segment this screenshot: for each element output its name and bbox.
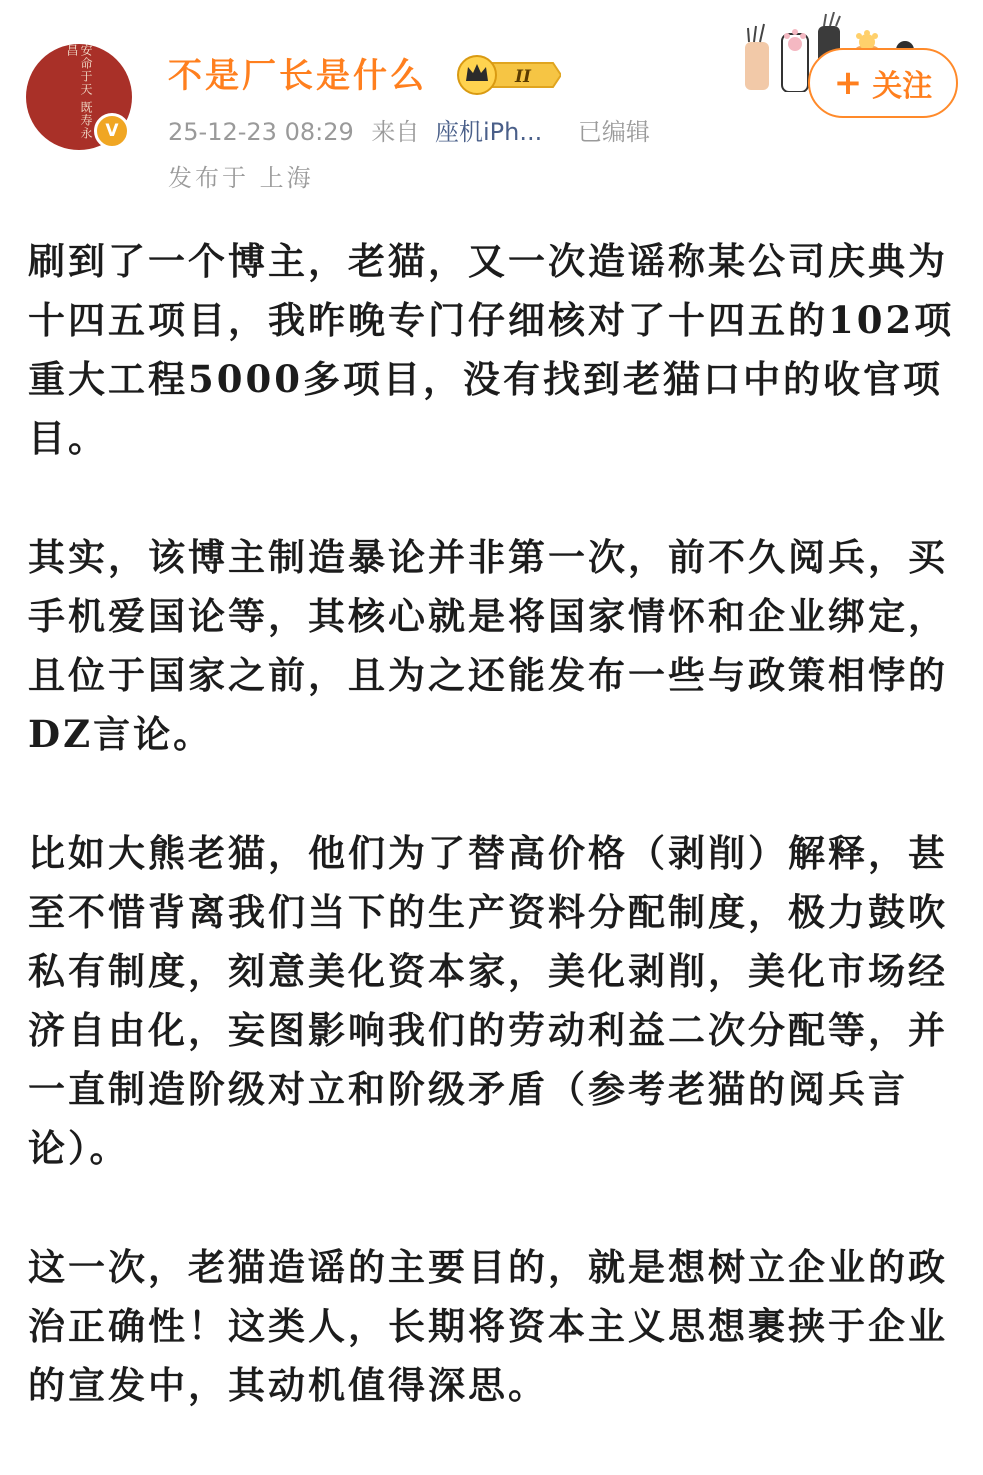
post-meta [168,112,650,147]
edited-label[interactable]: 已编辑 [577,118,650,146]
post-paragraph: 刷到了一个博主，老猫，又一次造谣称某公司庆典为十四五项目，我昨晚专门仔细核对了十四五的102项重大工程5000多项目，没有找到老猫口中的收官项目。 [28,239,955,460]
post-body [28,232,958,1475]
post-location: 发布于 上海 [168,164,314,192]
follow-label: 关注 [872,69,933,104]
post-header [0,0,983,200]
author-name[interactable]: 不是厂长是什么 [168,56,427,96]
follow-button[interactable] [808,48,958,118]
verified-badge-icon: V [94,113,130,149]
post-paragraph: 比如大熊老猫，他们为了替高价格（剥削）解释，甚至不惜背离我们当下的生产资料分配制度，极力鼓吹私有制度，刻意美化资本家，美化剥削，美化市场经济自由化，妄图影响我们的劳动利益二次分配等，并一直制造阶级对立和阶级矛盾（参考老猫的阅兵言论）。 [28,831,948,1170]
avatar-seal-text: 安命于天 既寿永昌 [65,44,93,140]
post-paragraph: 这一次，老猫造谣的主要目的，就是想树立企业的政治正确性！这类人，长期将资本主义思想裹挟于企业的宣发中，其动机值得深思。 [28,1245,948,1407]
level-badge-text: II [515,67,531,87]
post-source-link[interactable]: 座机iPh... [435,118,543,146]
crown-level-icon[interactable] [457,55,561,95]
source-prefix: 来自 [371,118,420,146]
post-paragraph: 其实，该博主制造暴论并非第一次，前不久阅兵，买手机爱国论等，其核心就是将国家情怀和企业绑定，且位于国家之前，且为之还能发布一些与政策相悖的DZ言论。 [28,535,948,756]
post-time: 25-12-23 08:29 [168,118,354,146]
plus-icon: + [833,63,863,103]
